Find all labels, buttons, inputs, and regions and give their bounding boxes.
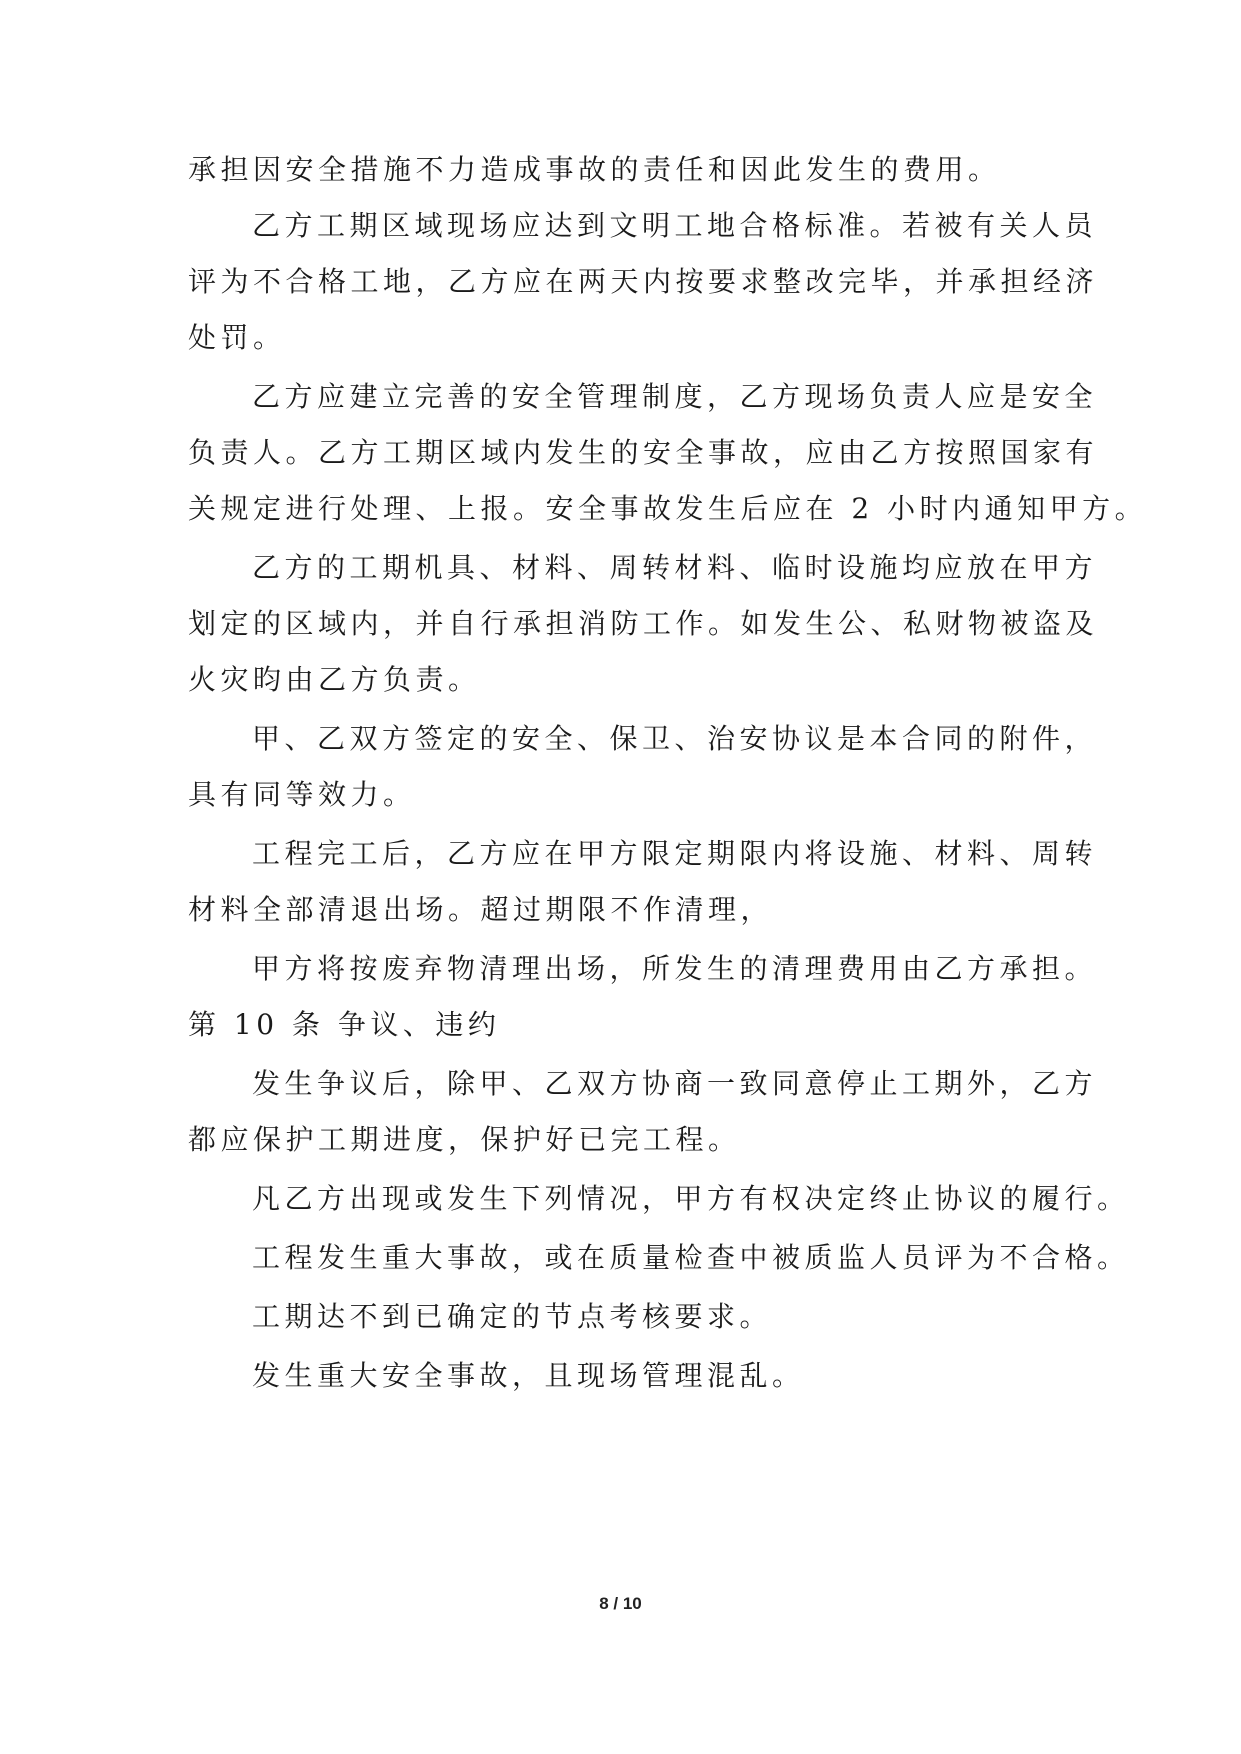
- text-line: 都应保护工期进度，保护好已完工程。: [188, 1123, 741, 1156]
- paragraph-line: 乙方应建立完善的安全管理制度，乙方现场负责人应是安全: [252, 380, 1098, 413]
- page-number: 8 / 10: [599, 1594, 642, 1613]
- paragraph-line: 乙方工期区域现场应达到文明工地合格标准。若被有关人员: [252, 209, 1098, 242]
- paragraph-line: 工程完工后，乙方应在甲方限定期限内将设施、材料、周转: [252, 837, 1098, 870]
- paragraph-line: 甲、乙双方签定的安全、保卫、治安协议是本合同的附件，: [252, 722, 1098, 755]
- paragraph-line: 甲方将按废弃物清理出场，所发生的清理费用由乙方承担。: [252, 952, 1098, 985]
- section-heading: 第 10 条 争议、违约: [188, 1008, 501, 1041]
- text-line: 具有同等效力。: [188, 778, 416, 811]
- paragraph-line: 工程发生重大事故，或在质量检查中被质监人员评为不合格。: [252, 1241, 1130, 1274]
- paragraph-line: 乙方的工期机具、材料、周转材料、临时设施均应放在甲方: [252, 551, 1098, 584]
- text-line: 火灾昀由乙方负责。: [188, 663, 481, 696]
- text-line: 划定的区域内，并自行承担消防工作。如发生公、私财物被盗及: [188, 607, 1099, 640]
- paragraph-line: 发生争议后，除甲、乙双方协商一致同意停止工期外，乙方: [252, 1067, 1098, 1100]
- text-line: 负责人。乙方工期区域内发生的安全事故，应由乙方按照国家有: [188, 436, 1099, 469]
- text-line: 处罚。: [188, 321, 286, 354]
- paragraph-line: 凡乙方出现或发生下列情况，甲方有权决定终止协议的履行。: [252, 1182, 1130, 1215]
- text-line: 承担因安全措施不力造成事故的责任和因此发生的费用。: [188, 153, 1001, 186]
- text-line: 评为不合格工地，乙方应在两天内按要求整改完毕，并承担经济: [188, 265, 1099, 298]
- text-line: 关规定进行处理、上报。安全事故发生后应在 2 小时内通知甲方。: [188, 492, 1148, 525]
- text-line: 材料全部清退出场。超过期限不作清理，: [188, 893, 774, 926]
- paragraph-line: 工期达不到已确定的节点考核要求。: [252, 1300, 773, 1333]
- paragraph-line: 发生重大安全事故，且现场管理混乱。: [252, 1359, 805, 1392]
